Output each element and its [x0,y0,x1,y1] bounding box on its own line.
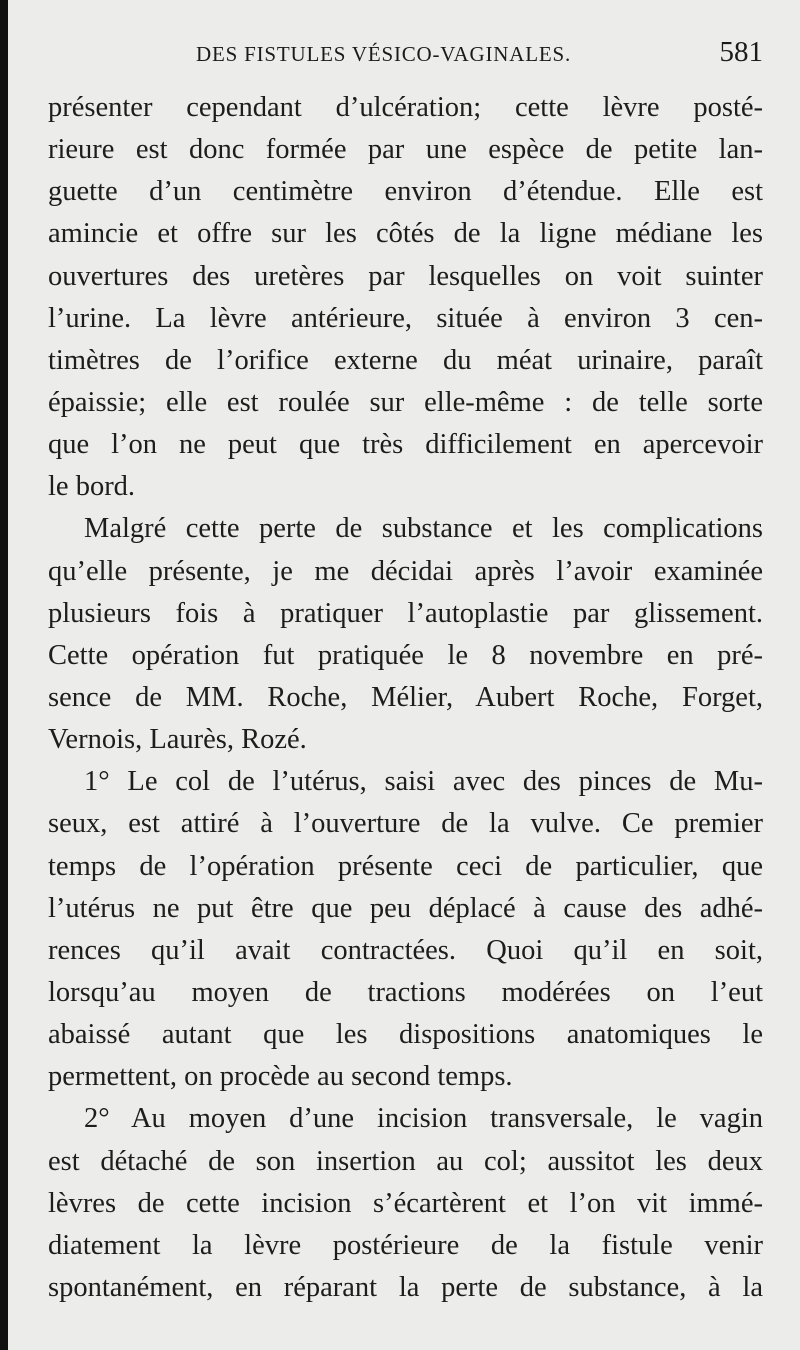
text-line: timètres de l’orifice externe du méat urinaire, paraît [48,344,763,376]
text-line: l’urine. La lèvre antérieure, située à environ 3 cen- [48,302,763,334]
page-number: 581 [719,36,763,68]
text-line: lorsqu’au moyen de tractions modérées on l’eut [48,976,763,1008]
text-line: permettent, on procède au second temps. [48,1061,513,1093]
text-line: plusieurs fois à pratiquer l’autoplastie par glissement. [48,597,763,629]
text-line: sence de MM. Roche, Mélier, Aubert Roche, Forget, [48,681,763,713]
text-line: ouvertures des uretères par lesquelles on voit suinter [48,260,763,292]
text-line: est détaché de son insertion au col; aussitot les deux [48,1145,763,1177]
text-line: épaissie; elle est roulée sur elle-même : de telle sorte [48,386,763,418]
text-line: rieure est donc formée par une espèce de petite lan- [48,134,763,166]
running-title: DES FISTULES VÉSICO-VAGINALES. [196,42,572,66]
text-line: spontanément, en réparant la perte de substance, à la [48,1271,763,1303]
text-line: seux, est attiré à l’ouverture de la vulve. Ce premier [48,808,763,840]
text-line: lèvres de cette incision s’écartèrent et l’on vit immé- [48,1187,763,1219]
text-line: diatement la lèvre postérieure de la fistule venir [48,1229,763,1261]
paragraph [48,87,763,508]
text-line: abaissé autant que les dispositions anatomiques le [48,1019,763,1051]
text-line: temps de l’opération présente ceci de particulier, que [48,850,763,882]
paragraph [48,508,763,761]
body-text [48,87,763,1309]
text-line: l’utérus ne put être que peu déplacé à cause des adhé- [48,892,763,924]
paragraph [48,761,763,1098]
text-line: rences qu’il avait contractées. Quoi qu’il en soit, [48,934,763,966]
text-line: 1° Le col de l’utérus, saisi avec des pinces de Mu- [84,766,763,798]
paragraph [48,1098,763,1309]
text-line: 2° Au moyen d’une incision transversale, le vagin [84,1103,763,1135]
book-page [8,0,800,1350]
text-line: présenter cependant d’ulcération; cette lèvre posté- [48,92,763,123]
running-head [48,36,763,76]
text-line: le bord. [48,471,136,503]
text-line: qu’elle présente, je me décidai après l’avoir examinée [48,555,763,587]
text-line: Vernois, Laurès, Rozé. [48,724,307,756]
text-line: Malgré cette perte de substance et les complications [84,513,763,545]
text-line: amincie et offre sur les côtés de la ligne médiane les [48,218,763,250]
text-line: guette d’un centimètre environ d’étendue. Elle est [48,176,763,208]
text-line: Cette opération fut pratiquée le 8 novembre en pré- [48,639,763,671]
text-line: que l’on ne peut que très difficilement en apercevoir [48,429,763,461]
